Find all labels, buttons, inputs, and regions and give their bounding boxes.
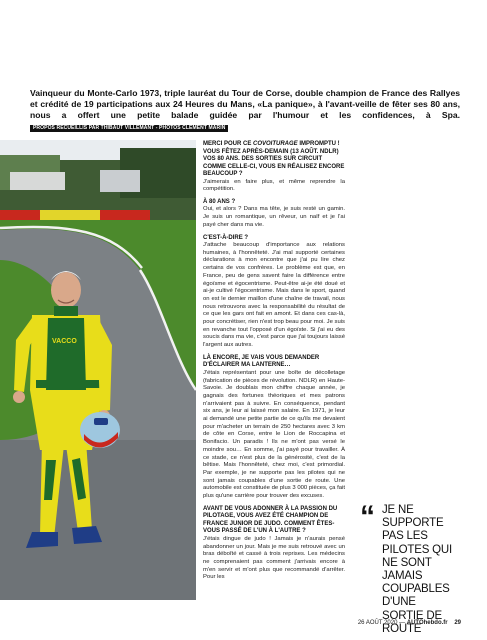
qa-block [203,506,345,582]
answer: J'aimerais en faire plus, et même reprendre la compétition. [203,178,345,193]
article-intro [30,88,460,133]
answer: Oui, et alors ? Dans ma tête, je suis resté un gamin. Je suis un romantique, un rêveur, un naïf et je l'ai payé cher dans ma vie. [203,206,345,228]
page-number: 29 [454,620,461,626]
pull-quote-text: JE NE SUPPORTE PAS LES PILOTES QUI NE SONT JAMAIS COUPABLES D'UNE SORTIE DE ROUTE [382,504,453,635]
pull-quote [357,500,460,636]
interview-column [203,141,345,587]
page-footer [358,620,461,626]
question: C'EST-À-DIRE ? [203,234,249,241]
qa-block [203,199,345,230]
intro-text: Vainqueur du Monte-Carlo 1973, triple lauréat du Tour de Corse, double champion de France des Rallyes et crédité de 19 participations aux 24 Heures du Mans, «La panique», à l'avant-veille de fêter ses 80 ans, nous a offert une petite balade guidée par l'humour et les confidences, à Spa. [30,88,460,121]
driver-photo [0,140,196,600]
quote-mark-icon: “ [360,500,375,533]
publication-brand: AUTOhebdo.fr [406,620,448,626]
question: AVANT DE VOUS ADONNER À LA PASSION DU PILOTAGE, VOUS AVEZ ÉTÉ CHAMPION DE FRANCE JUNIOR DE JUDO. COMMENT ÊTES-VOUS PASSÉ DE L'UN À L'AUTRE ? [203,505,338,535]
qa-block [203,355,345,501]
answer: J'étais représentant pour une boîte de décolletage (fabrication de pièces de révolution. NDLR) en Haute-Savoie. Je doublais mon chiffre chaque année, je gagnais des fortunes théoriques et mes patrons n'arrivaient pas à suivre. En conséquence, pendant six ans, je leur ai laissé mon salaire. En 1971, je leur ai demandé une petite partie de ce qu'ils me devaient pour m'acheter un terrain de 250 hectares avec 3 km de côte en Corse, entre le Lion de Roccapina et Bonifacio. Un paradis ! Ils ne m'ont pas versé le moindre sou… En somme, j'ai payé pour travailler. À ce stade, ce n'est plus de la générosité, c'est de la bêtise. Mais l'honnêteté, chez moi, c'est primordial. Par exemple, je ne supporte pas les pilotes qui ne sont jamais coupables d'une sortie de route. Une automobile est constituée de plus 3 000 pièces, ça fait plus qu'une carrière pour trouver des excuses. [203,369,345,500]
qa-block [203,141,345,194]
question: LÀ ENCORE, JE VAIS VOUS DEMANDER D'ÉCLAIRER MA LANTERNE… [203,354,320,369]
question: À 80 ANS ? [203,198,236,205]
answer: J'étais dingue de judo ! Jamais je n'aurais pensé abandonner un jour. Mais je me suis retrouvé avec un bras déboîté et cassé à trois reprises. Les médecins ne comprenaient pas comment j'arrivais encore à m'en servir et m'ont plus que recommandé d'arrêter. Pour les [203,535,345,581]
answer: J'attache beaucoup d'importance aux relations humaines, à l'honnêteté. J'ai mal supporté certaines déclarations à mon encontre que j'ai pu lire chez certains de vos confrères. Le problème est que, en France, peu de gens savent faire la différence entre égoïsme et égocentrisme. Peut-être ai-je été doué et ai-je cultivé l'égocentrisme. Mais dans le sport, quand on est le dernier maillon d'une chaîne de travail, nous nous retrouvons avec la responsabilité du résultat de ce que les gars ont fait en amont. Et dans ces cas-là, pour concrétiser, rien n'est trop beau pour moi. Je suis en revanche tout l'opposé d'un égoïste. Si j'ai eu des soucis dans ma vie, c'est parce que j'ai toujours laissé l'argent aux autres. [203,242,345,349]
issue-date: 26 AOÛT 2020 — [357,620,406,626]
suit-sponsor-text: VACCO [52,338,77,345]
question: MERCI POUR CE COVOITURAGE IMPROMPTU ! VOUS FÊTEZ APRÈS-DEMAIN (13 AOÛT. NDLR) VOS 80 ANS. DES SORTIES SUR CIRCUIT COMME CELLE-CI, VOUS EN RÉALISEZ ENCORE BEAUCOUP ? [203,141,345,177]
qa-block [203,235,345,350]
photo-credit: PROPOS RECUEILLIS PAR THIBAUT VILLEMANT - PHOTOS CLÉMENT MARIN [30,125,228,132]
